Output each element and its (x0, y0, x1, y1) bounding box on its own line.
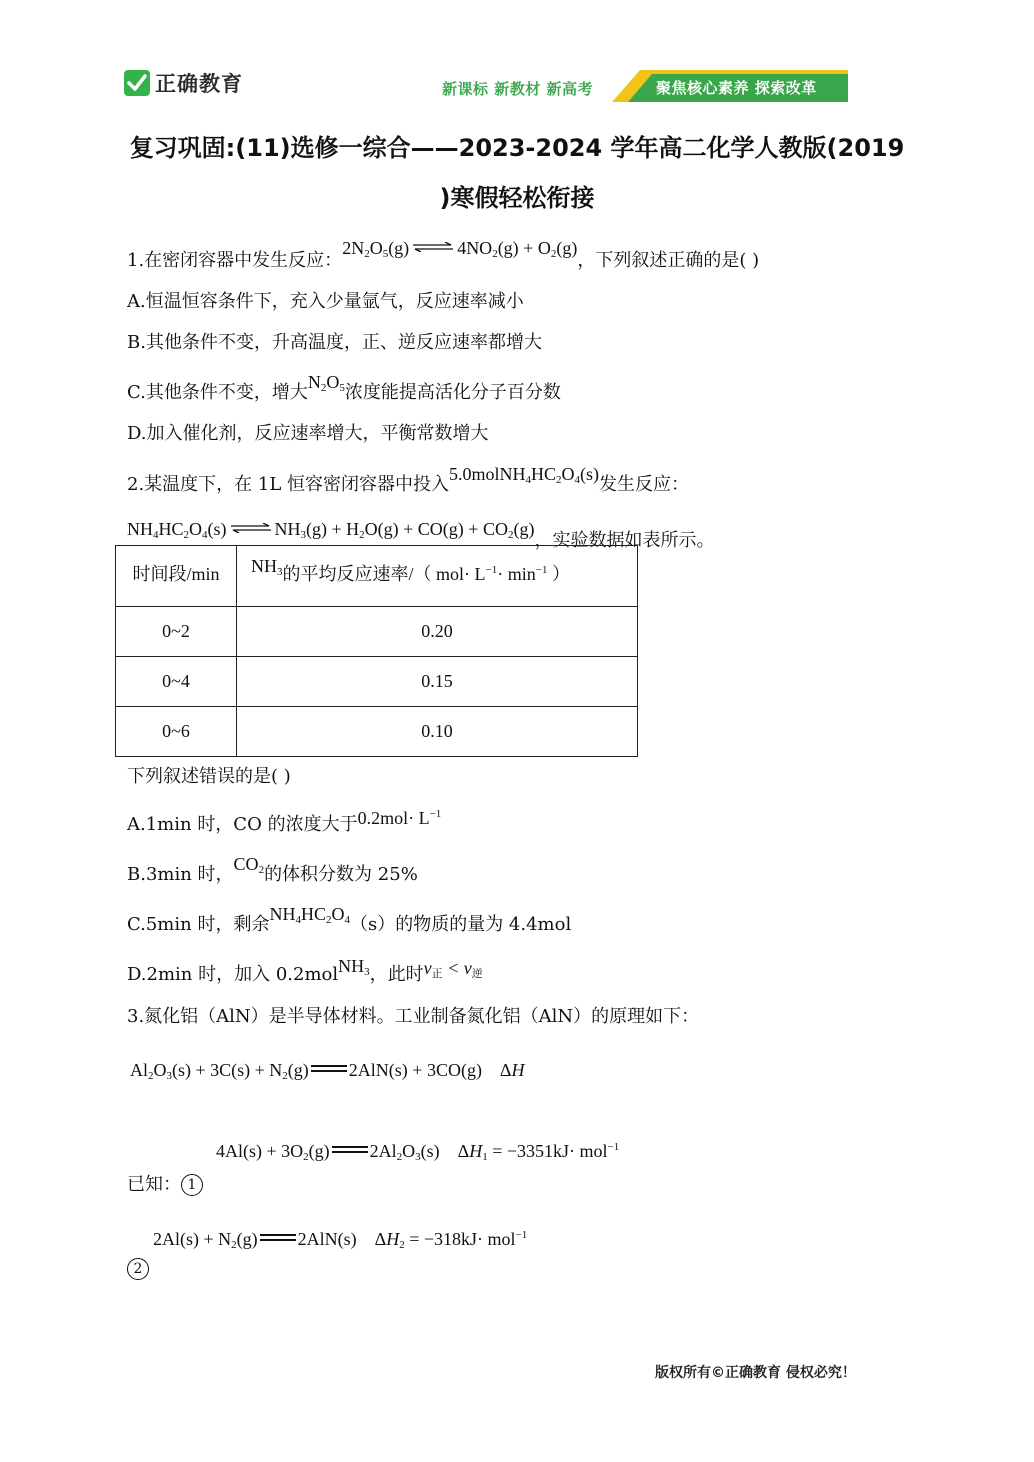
q3-stem: 3.氮化铝（AlN）是半导体材料。工业制备氮化铝（AlN）的原理如下： (127, 1006, 700, 1027)
q1-option-a: A.恒温恒容条件下，充入少量氩气，反应速率减小 (127, 291, 524, 312)
page-title-line1: 复习巩固:(11)选修一综合——2023-2024 学年高二化学人教版(2019 (129, 134, 905, 162)
table-header-row (116, 546, 638, 607)
q2-stem-formula: $5.0molNH_4HC_2O_4(s)$ (449, 464, 600, 486)
table-row (116, 657, 638, 707)
q2-question: 下列叙述错误的是( ) (127, 766, 291, 787)
q3-main-equation: $Al_2O_3(s) + 3C(s) + N_2(g) 2AlN(s) + 3CO(g)$ ΔH (130, 1060, 525, 1082)
q2-option-a: A.1min 时，CO 的浓度大于$0.2mol\cdot L^{-1}$ (127, 808, 442, 835)
circled-number-2: 2 (127, 1258, 149, 1280)
page-title-line2: )寒假轻松衔接 (439, 184, 595, 212)
q3-known-equation-2: $2Al(s) + N_2(g)$ 2AlN(s) $\Delta H_2 = -318kJ\cdot mol^{-1}$ (153, 1229, 528, 1251)
q1-option-c-formula: $N_2O_5$ (307, 372, 345, 394)
table-header-rate: $NH_3$的平均反应速率/（ $mol\cdot L^{-1}\cdot \min^{-1}$ ） (237, 546, 638, 607)
brand-logo-icon (124, 70, 150, 96)
table-cell-rate: 0.10 (237, 707, 638, 757)
q2-option-b: B.3min 时，$CO_2$的体积分数为 25% (127, 854, 418, 885)
q2-option-c: C.5min 时，剩余$NH_4HC_2O_4(s)$的物质的量为 4.4mol (127, 904, 572, 935)
header-banner-text: 聚焦核心素养 探索改革 (656, 79, 817, 97)
q1-equation: $2N_2O_5(g)$ $4NO_2(g) + O_2(g)$ (342, 238, 578, 260)
equals-sign-icon (260, 1234, 296, 1242)
q3-circle-2-row (127, 1258, 149, 1280)
header-slogan: 新课标 新教材 新高考 (442, 80, 593, 98)
table-cell-rate: 0.20 (237, 607, 638, 657)
copyright-footer: 版权所有©正确教育 侵权必究！ (655, 1365, 856, 1381)
q1-stem: 1.在密闭容器中发生反应：$2N_2O_5(g)$ $4NO_2(g) + O_2(g)$，下列叙述正确的是( ) (127, 238, 760, 271)
q2-equation: $NH_4HC_2O_4(s)$ $NH_3(g) + H_2O(g) + CO(g) + CO_2(g)$ (127, 519, 535, 541)
table-row (116, 607, 638, 657)
table-row (116, 707, 638, 757)
table-header-time: 时间段/min (116, 546, 237, 607)
q2-option-d: D.2min 时，加入 0.2molNH$_3$，此时$v_正 < v_逆$ (127, 956, 483, 985)
circled-number-1: 1 (181, 1174, 203, 1196)
table-cell-rate: 0.15 (237, 657, 638, 707)
brand-logo-text: 正确教育 (155, 72, 243, 96)
q1-option-b: B.其他条件不变，升高温度，正、逆反应速率都增大 (127, 332, 542, 353)
equals-sign-icon (332, 1146, 368, 1154)
q3-known-label: 已知： 1 (127, 1170, 203, 1196)
table-cell-time: 0~4 (116, 657, 237, 707)
equilibrium-arrow-icon (229, 523, 273, 533)
q1-option-d: D.加入催化剂，反应速率增大，平衡常数增大 (127, 423, 489, 444)
q3-known-equation-1: $4Al(s) + 3O_2(g)$ $2Al_2O_3(s)$ $\Delta H_1 = -3351kJ\cdot mol^{-1}$ (216, 1141, 620, 1163)
table-cell-time: 0~2 (116, 607, 237, 657)
q1-option-c: C.其他条件不变，增大$N_2O_5$浓度能提高活化分子百分数 (127, 372, 561, 403)
equilibrium-arrow-icon (411, 242, 455, 252)
equals-sign-icon (311, 1065, 347, 1073)
q2-stem: 2.某温度下，在 1L 恒容密闭容器中投入$5.0molNH_4HC_2O_4(s)$发生反应： (127, 464, 690, 495)
rate-table (115, 545, 638, 757)
q2-reaction: $NH_4HC_2O_4(s)$ $NH_3(g) + H_2O(g) + CO(g) + CO_2(g)$，实验数据如表所示。 (127, 519, 715, 551)
table-cell-time: 0~6 (116, 707, 237, 757)
